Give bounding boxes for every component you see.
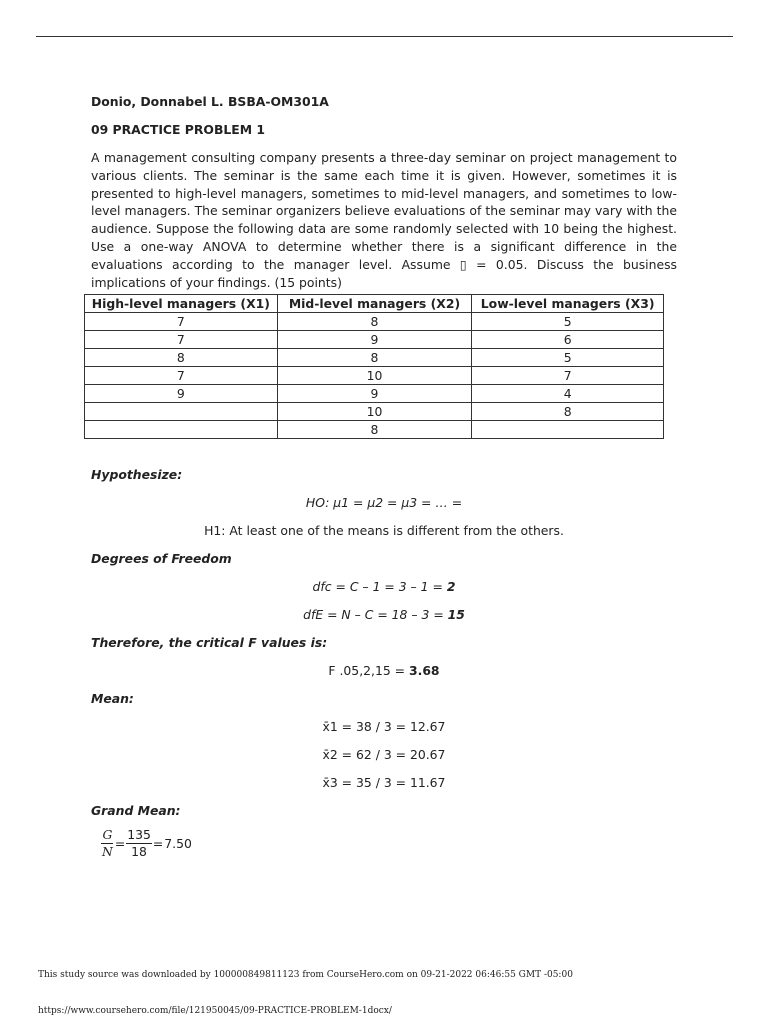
problem-title: 09 PRACTICE PROBLEM 1: [91, 122, 266, 137]
table-cell: 8: [277, 313, 472, 331]
fraction-denominator: N: [102, 844, 113, 860]
table-cell: 7: [85, 367, 278, 385]
dfe-expression: dfE = N – C = 18 – 3 =: [303, 607, 448, 623]
download-source-note: This study source was downloaded by 100000849811123 from CourseHero.com on 09-21-2022 06:46:55 GMT -05:00: [38, 970, 573, 980]
dfc-value: 2: [446, 579, 456, 595]
table-cell: 8: [472, 403, 664, 421]
critical-f-line: [91, 657, 677, 685]
table-cell: [85, 403, 278, 421]
top-rule: [36, 36, 733, 37]
table-header-cell: High-level managers (X1): [85, 295, 278, 313]
fraction-135-over-18: [126, 827, 152, 860]
table-cell: 7: [85, 331, 278, 349]
critical-f-value: 3.68: [408, 663, 440, 679]
table-row: [85, 421, 664, 439]
fraction-g-over-n: [101, 827, 114, 860]
table-row: [85, 403, 664, 421]
hypothesize-label: Hypothesize:: [91, 467, 183, 483]
dfe-line: [91, 601, 677, 629]
table-row: [85, 367, 664, 385]
table-cell: 8: [277, 421, 472, 439]
mean-label: Mean:: [91, 691, 134, 707]
document-body: [91, 93, 677, 860]
table-row: [85, 349, 664, 367]
table-cell: 7: [472, 367, 664, 385]
mean-x1: x̄1 = 38 / 3 = 12.67: [322, 719, 446, 735]
source-url[interactable]: https://www.coursehero.com/file/121950045/09-PRACTICE-PROBLEM-1docx/: [38, 1006, 392, 1016]
table-header-row: [85, 295, 664, 313]
null-hypothesis: HO: μ1 = μ2 = μ3 = … =: [305, 495, 463, 511]
equals-sign: =: [114, 835, 126, 851]
table-cell: 5: [472, 349, 664, 367]
grand-mean-label: Grand Mean:: [91, 803, 181, 819]
table-cell: [85, 421, 278, 439]
table-cell: 8: [277, 349, 472, 367]
table-row: [85, 331, 664, 349]
author-line: Donio, Donnabel L. BSBA-OM301A: [91, 94, 329, 109]
mean-x2: x̄2 = 62 / 3 = 20.67: [322, 747, 446, 763]
critical-f-expression: F .05,2,15 =: [328, 663, 409, 679]
table-header-cell: Low-level managers (X3): [472, 295, 664, 313]
table-cell: 4: [472, 385, 664, 403]
table-header-cell: Mid-level managers (X2): [277, 295, 472, 313]
table-cell: 8: [85, 349, 278, 367]
critical-f-label: Therefore, the critical F values is:: [91, 635, 328, 651]
problem-text: A management consulting company presents a three-day seminar on project management to various clients. The seminar is the same each time it is given. However, sometimes it is presented to high-level managers, sometimes to mid-level managers, and sometimes to low-level managers. The seminar organizers believe evaluations of the seminar may vary with the audience. Suppose the following data are some randomly selected with 10 being the highest. Use a one-way ANOVA to determine whether there is a significant difference in the evaluations according to the manager level. Assume ▯ = 0.05. Discuss the business implications of your findings. (15 points): [91, 150, 677, 290]
table-row: [85, 385, 664, 403]
grand-mean-formula: [101, 827, 677, 860]
table-cell: 9: [277, 331, 472, 349]
data-table: [84, 294, 664, 439]
table-cell: 9: [85, 385, 278, 403]
dfc-expression: dfc = C – 1 = 3 – 1 =: [312, 579, 447, 595]
table-row: [85, 313, 664, 331]
grand-mean-result: 7.50: [164, 835, 192, 851]
table-cell: 5: [472, 313, 664, 331]
mean-x3: x̄3 = 35 / 3 = 11.67: [322, 775, 446, 791]
table-cell: 10: [277, 367, 472, 385]
degrees-of-freedom-label: Degrees of Freedom: [91, 551, 232, 567]
table-cell: 6: [472, 331, 664, 349]
table-cell: 10: [277, 403, 472, 421]
fraction-denominator: 18: [131, 844, 147, 860]
alternative-hypothesis: H1: At least one of the means is different from the others.: [204, 523, 564, 539]
fraction-numerator: G: [102, 827, 113, 843]
dfc-line: [91, 573, 677, 601]
table-cell: 9: [277, 385, 472, 403]
table-cell: 7: [85, 313, 278, 331]
equals-sign: =: [152, 835, 164, 851]
table-cell: [472, 421, 664, 439]
dfe-value: 15: [447, 607, 465, 623]
fraction-numerator: 135: [127, 827, 151, 843]
